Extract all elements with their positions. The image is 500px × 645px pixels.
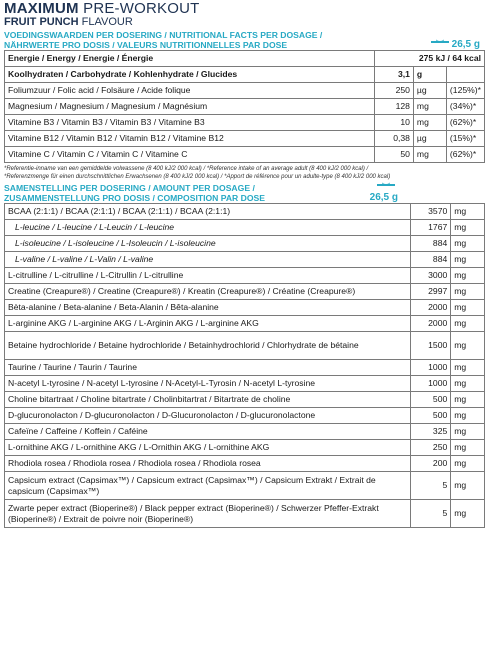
- ingredient-amount: 500: [411, 408, 451, 424]
- nutrient-amount: 128: [375, 99, 414, 115]
- ingredient-name: BCAA (2:1:1) / BCAA (2:1:1) / BCAA (2:1:1) / BCAA (2:1:1): [5, 204, 411, 220]
- composition-table: [4, 203, 485, 528]
- nutrition-row: [5, 51, 485, 67]
- footnote-line1: *Referentie-inname van een gemiddelde volwassene (8 400 kJ/2 000 kcal) / *Reference intake of an average adult (8 400 kJ/2 000 kcal) /: [4, 166, 369, 172]
- nutrient-name: Koolhydraten / Carbohydrate / Kohlenhydrate / Glucides: [5, 67, 375, 83]
- ingredient-name: Bèta-alanine / Beta-alanine / Beta-Alanin / Bêta-alanine: [5, 300, 411, 316]
- nutrient-unit: µg: [413, 131, 446, 147]
- composition-heading-line2-text: ZUSAMMENSTELLUNG PRO DOSIS / COMPOSITION PAR DOSE: [4, 193, 266, 203]
- ingredient-unit: mg: [451, 408, 485, 424]
- nutrition-dose-value: 26,5 g: [451, 39, 480, 50]
- ingredient-amount: 1000: [411, 376, 451, 392]
- composition-dose: 26,5 g: [369, 192, 398, 203]
- composition-row: [5, 332, 485, 360]
- composition-row: [5, 360, 485, 376]
- nutrition-table: [4, 50, 485, 163]
- nutrient-amount: 50: [375, 147, 414, 163]
- ingredient-unit: mg: [451, 500, 485, 528]
- composition-heading-line1: [4, 183, 494, 193]
- nutrient-ri-percent: (34%)*: [446, 99, 484, 115]
- ingredient-unit: mg: [451, 316, 485, 332]
- ingredient-name: Creatine (Creapure®) / Creatine (Creapure®) / Kreatin (Creapure®) / Créatine (Creapure®): [5, 284, 411, 300]
- ingredient-unit: mg: [451, 236, 485, 252]
- nutrient-unit: g: [413, 67, 446, 83]
- composition-heading: [4, 183, 494, 203]
- ingredient-name: L-arginine AKG / L-arginine AKG / L-Arginin AKG / L-arginine AKG: [5, 316, 411, 332]
- scoop-icon: [431, 41, 449, 48]
- ingredient-amount: 500: [411, 392, 451, 408]
- nutrient-ri-percent: (62%)*: [446, 147, 484, 163]
- ingredient-name: Taurine / Taurine / Taurin / Taurine: [5, 360, 411, 376]
- ingredient-unit: mg: [451, 284, 485, 300]
- ingredient-amount: 1000: [411, 360, 451, 376]
- nutrient-amount: 0,38: [375, 131, 414, 147]
- composition-row: [5, 220, 485, 236]
- nutrition-heading-line1: VOEDINGSWAARDEN PER DOSERING / NUTRITIONAL FACTS PER DOSAGE /: [4, 30, 323, 40]
- composition-row: [5, 472, 485, 500]
- nutrient-name: Magnesium / Magnesium / Magnesium / Magnésium: [5, 99, 375, 115]
- ingredient-name: Rhodiola rosea / Rhodiola rosea / Rhodiola rosea / Rhodiola rosea: [5, 456, 411, 472]
- composition-row: [5, 376, 485, 392]
- ingredient-unit: mg: [451, 456, 485, 472]
- ingredient-name: N-acetyl L-tyrosine / N-acetyl L-tyrosine / N-Acetyl-L-Tyrosin / N-acetyl L-tyrosine: [5, 376, 411, 392]
- composition-heading-line1-text: SAMENSTELLING PER DOSERING / AMOUNT PER DOSAGE /: [4, 183, 255, 193]
- composition-row: [5, 500, 485, 528]
- ingredient-amount: 5: [411, 500, 451, 528]
- label-page: [4, 0, 494, 528]
- ingredient-unit: mg: [451, 252, 485, 268]
- composition-row: [5, 236, 485, 252]
- ingredient-amount: 250: [411, 440, 451, 456]
- ingredient-unit: mg: [451, 300, 485, 316]
- ingredient-amount: 325: [411, 424, 451, 440]
- nutrient-name: Vitamine B12 / Vitamin B12 / Vitamin B12 / Vitamine B12: [5, 131, 375, 147]
- composition-row: [5, 424, 485, 440]
- ingredient-name: L-leucine / L-leucine / L-Leucin / L-leucine: [5, 220, 411, 236]
- nutrient-ri-percent: [446, 67, 484, 83]
- nutrition-row: [5, 67, 485, 83]
- ingredient-name: Cafeïne / Caffeine / Koffein / Caféine: [5, 424, 411, 440]
- ingredient-name: Betaine hydrochloride / Betaine hydrochloride / Betainhydrochlorid / Chlorhydrate de bétaine: [5, 332, 411, 360]
- footnote-line2: *Referenzmenge für einen durchschnittlichen Erwachsenen (8 400 kJ/2 000 kcal) / *Apport de référence pour un adulte-type (8 400 kJ/2 000 kcal): [4, 174, 391, 180]
- nutrient-ri-percent: (125%)*: [446, 83, 484, 99]
- composition-row: [5, 440, 485, 456]
- ingredient-unit: mg: [451, 392, 485, 408]
- nutrient-ri-percent: (62%)*: [446, 115, 484, 131]
- nutrition-row: [5, 131, 485, 147]
- nutrition-row: [5, 99, 485, 115]
- ingredient-name: D-glucuronolacton / D-glucuronolacton / D-Glucuronolacton / D-glucuronolactone: [5, 408, 411, 424]
- nutrient-amount: 275 kJ / 64 kcal: [375, 51, 485, 67]
- nutrient-amount: 250: [375, 83, 414, 99]
- ingredient-amount: 884: [411, 252, 451, 268]
- nutrient-unit: mg: [413, 99, 446, 115]
- ingredient-amount: 2000: [411, 300, 451, 316]
- nutrient-amount: 3,1: [375, 67, 414, 83]
- composition-row: [5, 456, 485, 472]
- nutrition-heading-line2: [4, 40, 494, 50]
- brand-name: MAXIMUM: [4, 0, 79, 17]
- composition-row: [5, 408, 485, 424]
- flavour-word: FLAVOUR: [81, 16, 133, 28]
- nutrient-name: Energie / Energy / Energie / Énergie: [5, 51, 375, 67]
- ingredient-amount: 1767: [411, 220, 451, 236]
- ingredient-name: Capsicum extract (Capsimax™) / Capsicum extract (Capsimax™) / Capsicum Extrakt / Extrait de capsicum (Capsimax™): [5, 472, 411, 500]
- composition-row: [5, 268, 485, 284]
- nutrition-row: [5, 115, 485, 131]
- ingredient-amount: 1500: [411, 332, 451, 360]
- ingredient-unit: mg: [451, 204, 485, 220]
- ingredient-unit: mg: [451, 360, 485, 376]
- ingredient-unit: mg: [451, 440, 485, 456]
- ingredient-unit: mg: [451, 424, 485, 440]
- product-name: PRE-WORKOUT: [83, 0, 200, 17]
- ingredient-unit: mg: [451, 376, 485, 392]
- ingredient-amount: 3570: [411, 204, 451, 220]
- ingredient-unit: mg: [451, 332, 485, 360]
- nutrient-unit: mg: [413, 115, 446, 131]
- ingredient-amount: 3000: [411, 268, 451, 284]
- ingredient-name: Choline bitartraat / Choline bitartrate / Cholinbitartrat / Bitartrate de choline: [5, 392, 411, 408]
- flavour-line: [4, 16, 494, 28]
- ingredient-amount: 884: [411, 236, 451, 252]
- footnote: [4, 165, 494, 181]
- nutrition-heading-line2-text: NÄHRWERTE PRO DOSIS / VALEURS NUTRITIONNELLES PAR DOSE: [4, 40, 288, 50]
- ingredient-name: L-ornithine AKG / L-ornithine AKG / L-Ornithin AKG / L-ornithine AKG: [5, 440, 411, 456]
- ingredient-unit: mg: [451, 268, 485, 284]
- nutrition-row: [5, 147, 485, 163]
- ingredient-amount: 2000: [411, 316, 451, 332]
- ingredient-unit: mg: [451, 220, 485, 236]
- ingredient-name: L-valine / L-valine / L-Valin / L-valine: [5, 252, 411, 268]
- nutrient-name: Vitamine C / Vitamin C / Vitamin C / Vitamine C: [5, 147, 375, 163]
- ingredient-unit: mg: [451, 472, 485, 500]
- flavour-name: FRUIT PUNCH: [4, 16, 79, 28]
- composition-row: [5, 284, 485, 300]
- composition-row: [5, 252, 485, 268]
- ingredient-amount: 2997: [411, 284, 451, 300]
- ingredient-amount: 200: [411, 456, 451, 472]
- nutrient-ri-percent: (15%)*: [446, 131, 484, 147]
- composition-row: [5, 204, 485, 220]
- ingredient-amount: 5: [411, 472, 451, 500]
- composition-row: [5, 316, 485, 332]
- nutrient-amount: 10: [375, 115, 414, 131]
- nutrient-name: Foliumzuur / Folic acid / Folsäure / Acide folique: [5, 83, 375, 99]
- scoop-icon: [377, 184, 395, 191]
- nutrition-dose: [431, 40, 480, 50]
- ingredient-name: Zwarte peper extract (Bioperine®) / Black pepper extract (Bioperine®) / Schwerzer Pfeffer-Extrakt (Bioperine®) / Extrait de poivre noir (Bioperine®): [5, 500, 411, 528]
- nutrient-unit: µg: [413, 83, 446, 99]
- nutrient-unit: mg: [413, 147, 446, 163]
- nutrition-row: [5, 83, 485, 99]
- ingredient-name: L-citrulline / L-citrulline / L-Citrullin / L-citrulline: [5, 268, 411, 284]
- composition-row: [5, 392, 485, 408]
- composition-heading-line2: [4, 193, 494, 203]
- composition-row: [5, 300, 485, 316]
- ingredient-name: L-isoleucine / L-isoleucine / L-Isoleucin / L-isoleucine: [5, 236, 411, 252]
- nutrient-name: Vitamine B3 / Vitamin B3 / Vitamin B3 / Vitamine B3: [5, 115, 375, 131]
- nutrition-heading: [4, 30, 494, 50]
